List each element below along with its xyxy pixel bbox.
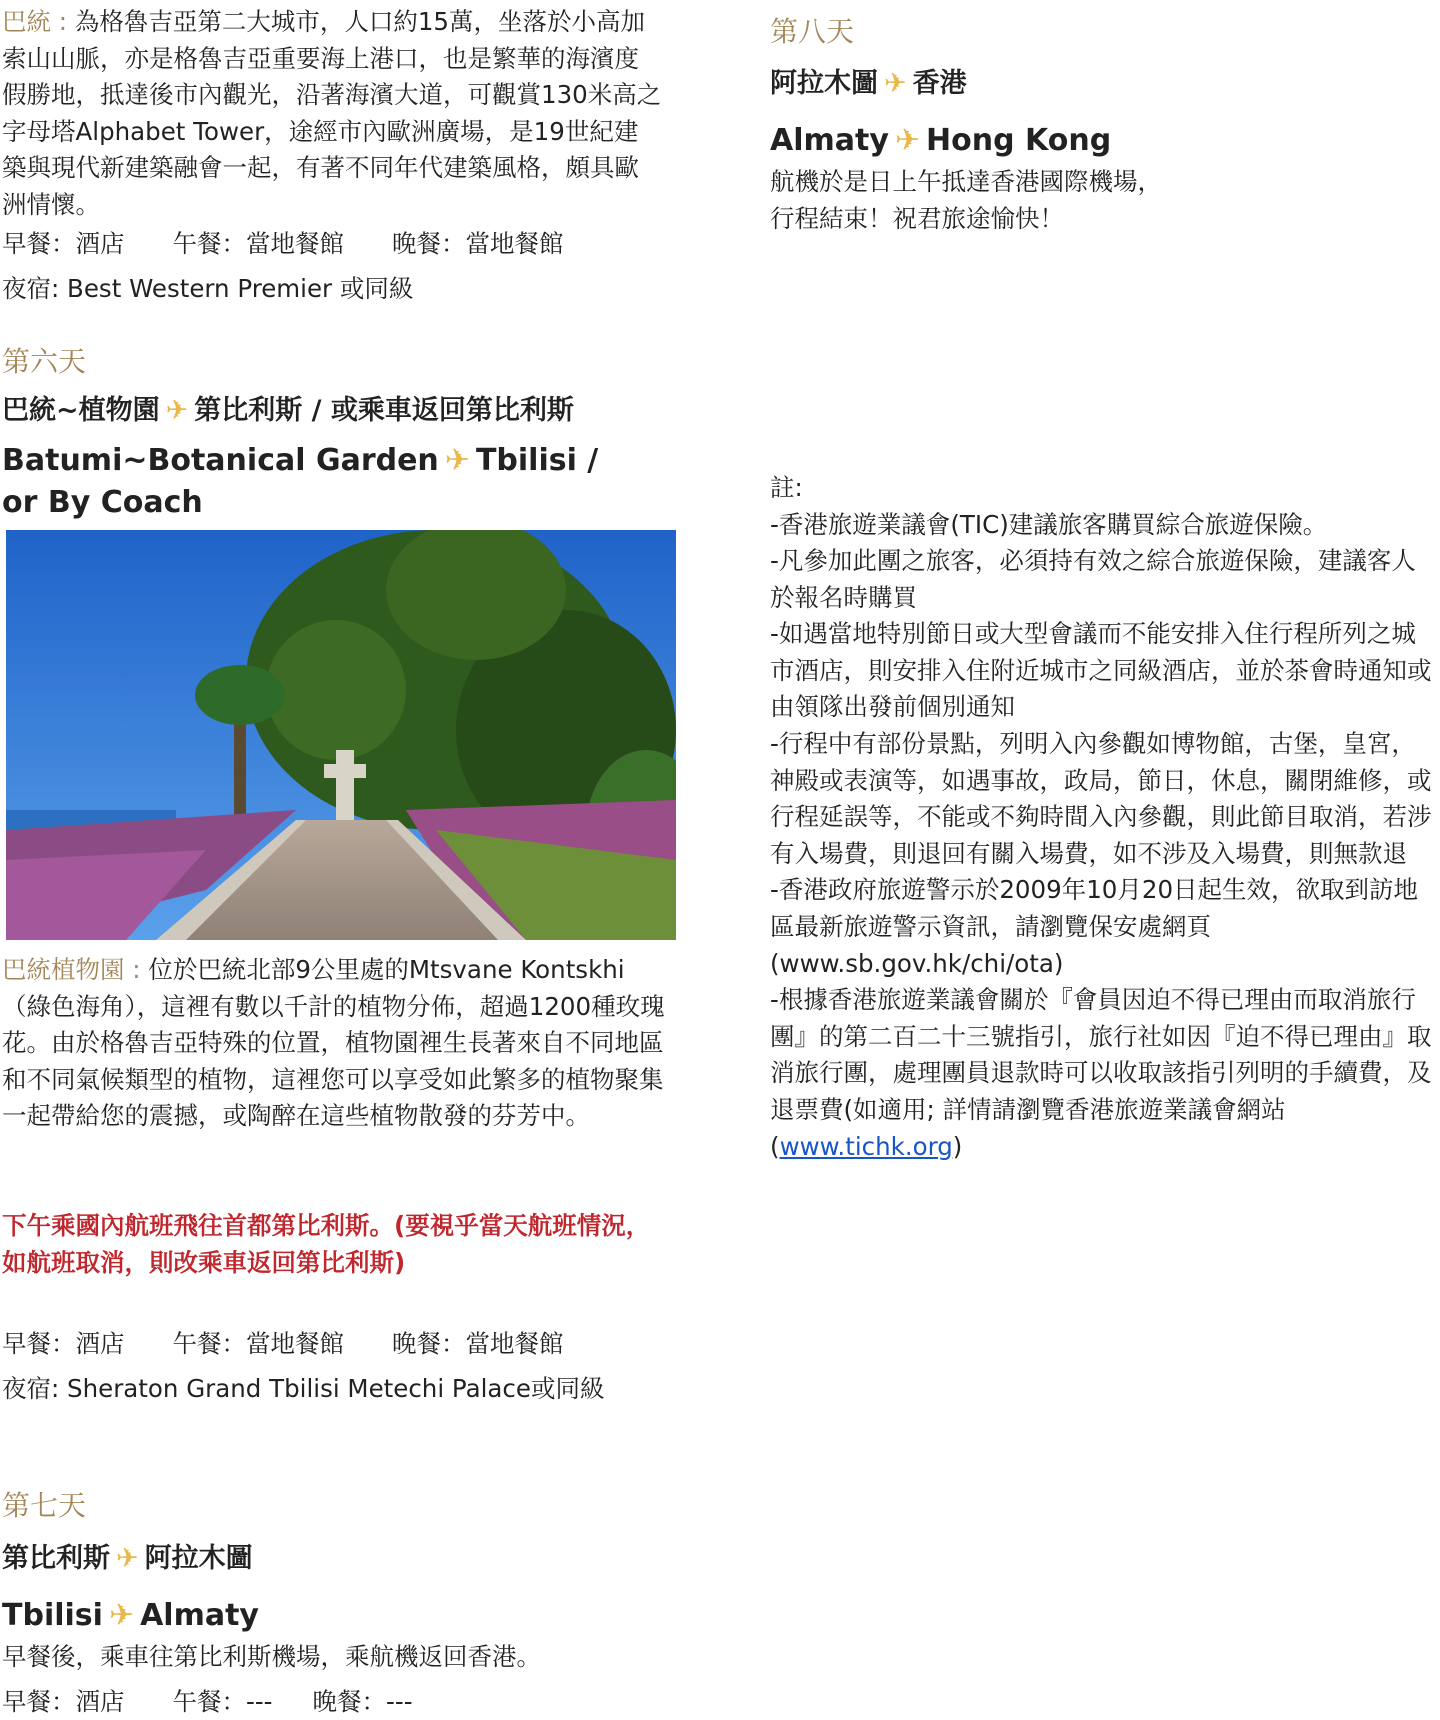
day8-route-en: [770, 120, 1111, 162]
day6-title: 第六天: [2, 345, 87, 378]
breakfast: 早餐：酒店: [2, 1329, 125, 1358]
lunch: 午餐：---: [172, 1687, 273, 1716]
garden-text: 位於巴統北部9公里處的Mtsvane Kontskhi（綠色海角），這裡有數以千計的植物分佈，超過1200種玫瑰花。由於格魯吉亞特殊的位置，植物園裡生長著來自不同地區和不同氣候類型的植物，這裡您可以享受如此繁多的植物聚集一起帶給您的震撼，或陶醉在這些植物散發的芬芳中。: [2, 955, 665, 1130]
route-to: Tbilisi /: [475, 443, 599, 478]
day5-meals: [2, 226, 564, 262]
botanical-garden-photo: [6, 530, 676, 940]
notes-text: -香港旅遊業議會(TIC)建議旅客購買綜合旅遊保險。 -凡參加此團之旅客，必須持有效之綜合旅遊保險，建議客人於報名時購買 -如遇當地特別節日或大型會議而不能安排入住行程所列之城市酒店，則安排入住附近城市之同級酒店，並於茶會時通知或由領隊出發前個別通知 -行程中有部份景點，列明入內參觀如博物館，古堡，皇宮，神殿或表演等，如遇事故，政局，節日，休息，關閉維修，或行程延誤等，不能或不夠時間入內參觀，則此節目取消，若涉有入場費，則退回有關入場費，如不涉及入場費，則無款退 -香港政府旅遊警示於2009年10月20日起生效，欲取到訪地區最新旅遊警示資訊，請瀏覽保安處網頁(www.sb.gov.hk/chi/ota) -根據香港旅遊業議會關於『會員因迫不得已理由而取消旅行團』的第二百二十三號指引，旅行社如因『迫不得已理由』取消旅行團，處理團員退款時可以收取該指引列明的手續費，及退票費(如適用; 詳情請瀏覽香港旅遊業議會網站(: [770, 509, 1432, 1161]
route-to: Almaty: [140, 1598, 259, 1633]
batumi-label: 巴統 :: [2, 7, 68, 36]
dinner: 晚餐：當地餐館: [392, 1329, 564, 1358]
route-from: Tbilisi: [2, 1598, 103, 1633]
dinner: 晚餐：當地餐館: [392, 229, 564, 258]
day6-hotel: 夜宿: Sheraton Grand Tbilisi Metechi Palace或同級: [2, 1374, 605, 1403]
batumi-description: [2, 4, 662, 223]
garden-illustration: [6, 530, 676, 940]
route-from: 阿拉木圖: [770, 68, 878, 99]
plane-icon: ✈: [108, 1598, 135, 1633]
plane-icon: ✈: [894, 123, 921, 158]
day8-title: 第八天: [770, 15, 855, 48]
route-to: 香港: [912, 68, 967, 99]
breakfast: 早餐：酒店: [2, 229, 125, 258]
flight-note-section: [2, 1208, 666, 1281]
route-from: Batumi~Botanical Garden: [2, 443, 439, 478]
route-to: 第比利斯 / 或乘車返回第比利斯: [194, 395, 574, 426]
tichk-link[interactable]: www.tichk.org: [779, 1131, 953, 1161]
day6-route-en: [2, 440, 598, 524]
day7-route-zh: [2, 1539, 253, 1579]
plane-icon: ✈: [116, 1543, 139, 1574]
plane-icon: ✈: [444, 443, 470, 478]
breakfast: 早餐：酒店: [2, 1687, 125, 1716]
flight-note: 下午乘國內航班飛往首都第比利斯。(要視乎當天航班情況，如航班取消，則改乘車返回第比利斯): [2, 1211, 651, 1277]
day5-batumi-section: [2, 4, 662, 223]
plane-icon: ✈: [165, 395, 189, 426]
notes-tail: ): [952, 1131, 963, 1161]
route-from: 巴統~植物園: [2, 395, 160, 426]
day7-route-en: [2, 1595, 259, 1637]
notes-heading: 註:: [770, 473, 803, 502]
garden-section: [2, 952, 666, 1135]
dinner: 晚餐：---: [312, 1687, 413, 1716]
day5-hotel: 夜宿: Best Western Premier 或同級: [2, 274, 414, 303]
day7-text: 早餐後，乘車往第比利斯機場，乘航機返回香港。: [2, 1642, 541, 1671]
day7-meals: [2, 1684, 413, 1720]
route-from: Almaty: [770, 123, 889, 158]
day6-route-zh: [2, 391, 574, 431]
notes-body: [770, 507, 1438, 1166]
route-to: 阿拉木圖: [144, 1543, 253, 1574]
plane-icon: ✈: [884, 68, 907, 99]
route-from: 第比利斯: [2, 1543, 110, 1574]
day8-route-zh: [770, 64, 967, 104]
day7-title: 第七天: [2, 1489, 87, 1522]
route-to: Hong Kong: [926, 123, 1112, 158]
day8-text: 航機於是日上午抵達香港國際機場， 行程結束！祝君旅途愉快！: [770, 167, 1162, 233]
route-en-line2: or By Coach: [2, 485, 203, 520]
day6-meals: [2, 1326, 564, 1362]
lunch: 午餐：當地餐館: [172, 229, 344, 258]
batumi-text: 為格魯吉亞第二大城市，人口約15萬，坐落於小高加索山山脈，亦是格魯吉亞重要海上港口，也是繁華的海濱度假勝地，抵達後市內觀光，沿著海濱大道，可觀賞130米高之字母塔Alphabet Tower，途經市內歐洲廣場，是19世紀建築與現代新建築融會一起，有著不同年代建築風格，頗具歐洲情懷。: [2, 7, 662, 219]
lunch: 午餐：當地餐館: [172, 1329, 344, 1358]
garden-label: 巴統植物園 :: [2, 955, 141, 984]
garden-description: [2, 952, 666, 1135]
notes-section: [770, 470, 1438, 1165]
route-en-line1: [2, 440, 598, 482]
